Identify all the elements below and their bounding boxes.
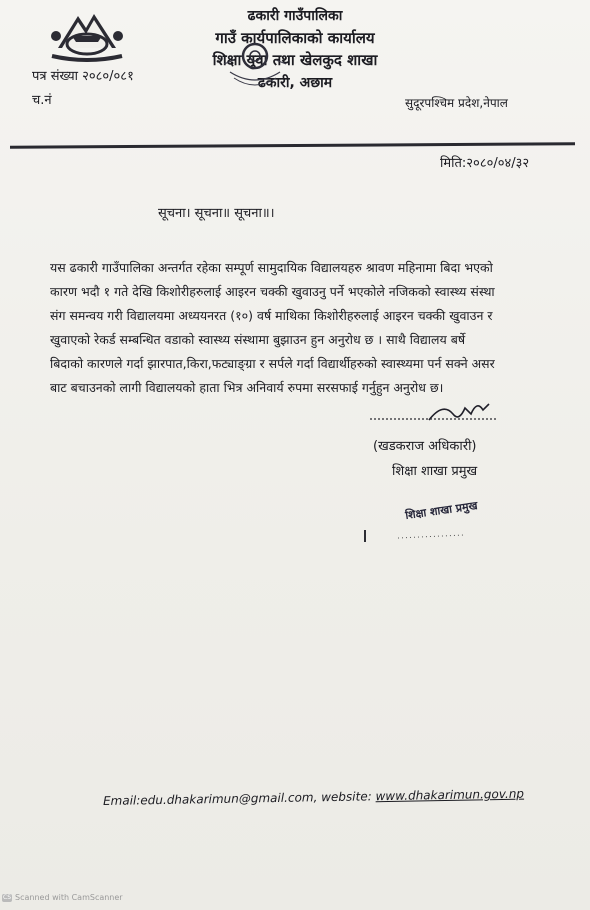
header-line-office: गाउँ कार्यपालिकाको कार्यालय bbox=[215, 29, 375, 47]
body-line: बाट बचाउनको लागी विद्यालयको हाता भित्र अनिवार्य रुपमा सरसफाई गर्नुहुन अनुरोध छ। bbox=[50, 380, 444, 395]
body-line: खुवाएको रेकर्ड सम्बन्धित वडाको स्वास्थ्य संस्थामा बुझाउन हुन अनुरोध छ । साथै विद्यालय बर्षे bbox=[50, 332, 466, 347]
letter-reference-number: पत्र संख्या २०८०/०८१ bbox=[32, 69, 134, 84]
header-line-municipality: ढकारी गाउँपालिका bbox=[247, 8, 343, 24]
province-label: सुदूरपश्चिम प्रदेश,नेपाल bbox=[405, 96, 508, 110]
notice-title: सूचना। सूचना॥ सूचना॥। bbox=[158, 206, 275, 221]
watermark-text: Scanned with CamScanner bbox=[15, 893, 123, 902]
header-divider bbox=[10, 142, 575, 148]
dispatch-number-label: च.नं bbox=[32, 93, 52, 108]
ink-mark bbox=[364, 530, 366, 542]
signature-dotted-line bbox=[368, 415, 498, 423]
role-stamp: शिक्षा शाखा प्रमुख bbox=[404, 499, 479, 522]
signatory-name: (खडकराज अधिकारी) bbox=[373, 439, 477, 454]
ink-dots bbox=[396, 532, 466, 542]
notice-body bbox=[50, 256, 520, 400]
body-line: संग समन्वय गरी विद्यालयमा अध्ययनरत (१०) वर्ष माथिका किशोरीहरुलाई आइरन चक्की खुवाउन र bbox=[50, 308, 493, 323]
body-line: यस ढकारी गाउँपालिका अन्तर्गत रहेका सम्पूर्ण सामुदायिक विद्यालयहरु श्रावण महिनामा बिदा भएको bbox=[50, 260, 493, 275]
footer-email-text: Email:edu.dhakarimun@gmail.com, website: bbox=[102, 789, 376, 808]
header-line-section: शिक्षा युवा तथा खेलकुद शाखा bbox=[212, 51, 378, 69]
camscanner-watermark bbox=[2, 893, 123, 902]
footer-website-link[interactable]: www.dhakarimun.gov.np bbox=[375, 786, 525, 804]
header-line-location: ढकारी, अछाम bbox=[257, 75, 333, 91]
letter-date: मिति:२०८०/०४/३२ bbox=[440, 156, 530, 171]
body-line: कारण भदौ १ गते देखि किशोरीहरुलाई आइरन चक्की खुवाउनु पर्ने भएकोले नजिकको स्वास्थ्य संस्था bbox=[50, 284, 495, 299]
office-seal-icon bbox=[210, 34, 300, 94]
body-line: बिदाको कारणले गर्दा झारपात,किरा,फट्याङ्ग्रा र सर्पले गर्दा विद्यार्थीहरुको स्वास्थ्यमा पर्न सक्ने असर bbox=[50, 356, 495, 371]
camscanner-logo-icon: CS bbox=[3, 893, 11, 901]
signatory-role: शिक्षा शाखा प्रमुख bbox=[392, 464, 478, 479]
footer-contact bbox=[103, 787, 524, 808]
